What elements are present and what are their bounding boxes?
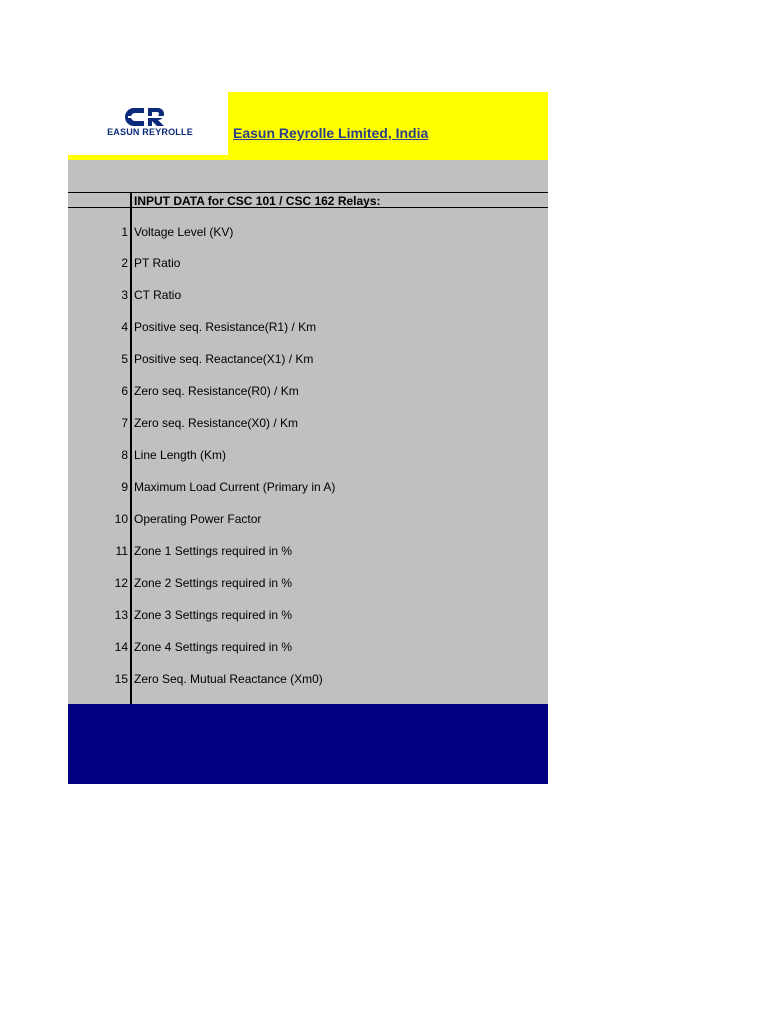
footer-band [68,704,548,784]
row-label: Line Length (Km) [134,448,227,462]
table-row [68,607,548,623]
table-row [68,543,548,559]
row-number: 1 [121,225,128,239]
table-row [68,511,548,527]
row-number: 6 [121,384,128,398]
row-number: 8 [121,448,128,462]
row-number: 3 [121,288,128,302]
row-number: 13 [114,608,128,622]
row-number: 14 [114,640,128,654]
row-label: Zone 4 Settings required in % [134,640,293,654]
table-row [68,415,548,431]
table-row [68,255,548,271]
table-top-border [68,192,548,193]
row-label: Maximum Load Current (Primary in A) [134,480,336,494]
row-number: 7 [121,416,128,430]
company-logo [68,92,228,155]
table-row [68,447,548,463]
table-row [68,479,548,495]
table-row [68,319,548,335]
row-label: Zone 3 Settings required in % [134,608,293,622]
table-row [68,575,548,591]
row-label: Voltage Level (KV) [134,225,234,239]
row-number: 4 [121,320,128,334]
table-row [68,287,548,303]
logo-wordmark: EASUN REYROLLE [107,127,193,137]
row-label: Positive seq. Resistance(R1) / Km [134,320,317,334]
row-label: Zone 2 Settings required in % [134,576,293,590]
table-row [68,224,548,240]
company-title-link[interactable]: Easun Reyrolle Limited, India [233,125,429,141]
spreadsheet-sheet [68,92,548,784]
row-number: 9 [121,480,128,494]
table-heading: INPUT DATA for CSC 101 / CSC 162 Relays: [134,194,381,208]
header-band [68,92,548,160]
row-label: Zero seq. Resistance(X0) / Km [134,416,299,430]
row-number: 5 [121,352,128,366]
table-row [68,351,548,367]
row-label: Zero Seq. Mutual Reactance (Xm0) [134,672,323,686]
row-number: 10 [114,512,128,526]
row-label: PT Ratio [134,256,181,270]
row-label: Zone 1 Settings required in % [134,544,293,558]
easun-reyrolle-logo-icon [124,106,168,128]
row-label: Operating Power Factor [134,512,262,526]
row-label: Zero seq. Resistance(R0) / Km [134,384,299,398]
table-row [68,671,548,687]
row-number: 11 [115,544,128,558]
table-row [68,383,548,399]
row-number: 12 [114,576,128,590]
row-number: 2 [121,256,128,270]
table-row [68,639,548,655]
row-label: Positive seq. Reactance(X1) / Km [134,352,314,366]
row-label: CT Ratio [134,288,182,302]
row-number: 15 [114,672,128,686]
